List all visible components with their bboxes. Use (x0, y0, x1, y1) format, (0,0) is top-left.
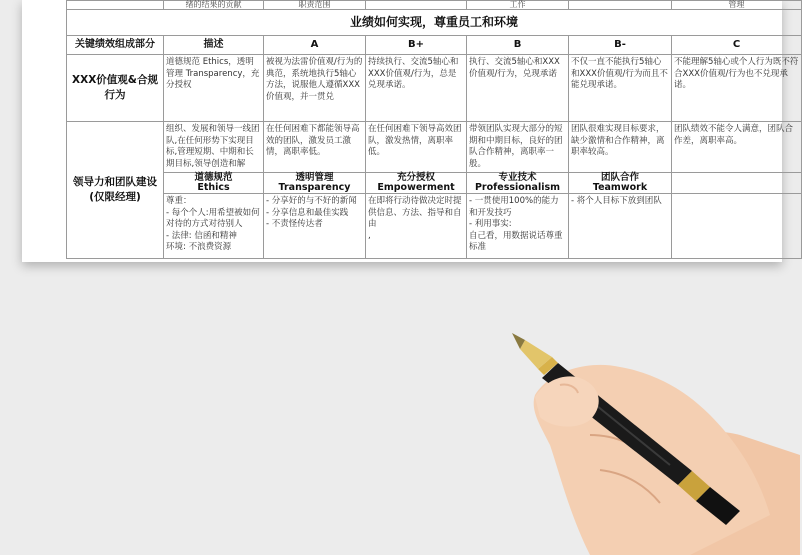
subhead-en: Teamwork (592, 182, 648, 193)
subhead-cn: 透明管理 (295, 172, 334, 183)
subhead-cn: 团队合作 (600, 172, 639, 183)
header-b: B (467, 36, 569, 55)
cell-values-description: 道德规范 Ethics，透明管理 Transparency，充分授权 (164, 55, 264, 122)
subhead-en: Professionalism (474, 182, 561, 193)
cell-leadership-c: 团队绩效不能令人满意，团队合作差，离职率高。 (672, 122, 802, 173)
cell-values-c: 不能理解5轴心或个人行为既不符合XXX价值观/行为也不兑现承诺。 (672, 55, 802, 122)
subhead-cn: 专业技术 (498, 172, 537, 183)
header-b-minus: B- (569, 36, 672, 55)
detail-empowerment: 在即将行动待做决定时提供信息、方法、指导和自由 , (366, 194, 467, 259)
table-row-values (67, 55, 802, 122)
cell-leadership-description: 组织、发展和领导一线团队,在任何形势下实现目标,管理短期、中期和长期目标,领导创造和解 (164, 122, 264, 173)
top-cell-6: 管理 (672, 1, 802, 10)
cell-leadership-b-plus: 在任何困难下领导高效团队，激发热情，离职率低。 (366, 122, 467, 173)
section-title: 业绩如何实现，尊重员工和环境 (67, 10, 802, 36)
cell-leadership-a: 在任何困难下都能领导高效的团队，激发员工激情，离职率低。 (264, 122, 366, 173)
hand-holding-pen-image (440, 135, 800, 555)
subhead-cn: 道德规范 (194, 172, 233, 183)
row-head-values: XXX价值观&合规行为 (67, 55, 164, 122)
top-cell-3 (366, 1, 467, 10)
subhead-en: Transparency (278, 182, 351, 193)
subhead-cn: 充分授权 (396, 172, 435, 183)
header-row (67, 36, 802, 55)
cell-values-b: 执行、交流5轴心和XXX价值观/行为，兑现承诺 (467, 55, 569, 122)
subhead-en: Empowerment (377, 182, 455, 193)
detail-teamwork: - 将个人目标下放到团队 (569, 194, 672, 259)
header-component: 关键绩效组成部分 (67, 36, 164, 55)
subhead-en: Ethics (197, 182, 230, 193)
header-c: C (672, 36, 802, 55)
detail-transparency: - 分享好的与不好的新闻 - 分享信息和最佳实践 - 不责怪传达者 (264, 194, 366, 259)
header-b-plus: B+ (366, 36, 467, 55)
cell-leadership-b: 带领团队实现大部分的短期和中期目标，良好的团队合作精神，离职率一般。 (467, 122, 569, 173)
cell-values-b-minus: 不仅一直不能执行5轴心和XXX价值观/行为而且不能兑现承诺。 (569, 55, 672, 122)
top-cell-2: 职责范围 (264, 1, 366, 10)
top-row (67, 1, 802, 10)
title-row (67, 10, 802, 36)
cell-leadership-b-minus: 团队很难实现目标要求，缺少激情和合作精神，离职率较高。 (569, 122, 672, 173)
header-a: A (264, 36, 366, 55)
top-cell-1: 绪的结果的贡献 (164, 1, 264, 10)
top-cell-5 (569, 1, 672, 10)
subhead-transparency (264, 173, 366, 194)
cell-values-b-plus: 持续执行、交流5轴心和XXX价值观/行为，总是兑现承诺。 (366, 55, 467, 122)
detail-ethics: 尊重： - 每个个人:用希望被如何对待的方式对待别人 - 法律: 信函和精神 环境: 不浪费资源 (164, 194, 264, 259)
cell-values-a: 被视为法雷价值观/行为的典范，系统地执行5轴心方法，说服他人遵循XXX价值观，并一贯兑 (264, 55, 366, 122)
top-cell-4: 工作 (467, 1, 569, 10)
subhead-ethics (164, 173, 264, 194)
top-cell-0 (67, 1, 164, 10)
row-head-leadership: 领导力和团队建设(仅限经理) (67, 122, 164, 259)
detail-professionalism: - 一贯使用100%的能力和开发技巧 - 利用事实: 自己看，用数据说话尊重标准 (467, 194, 569, 259)
header-description: 描述 (164, 36, 264, 55)
